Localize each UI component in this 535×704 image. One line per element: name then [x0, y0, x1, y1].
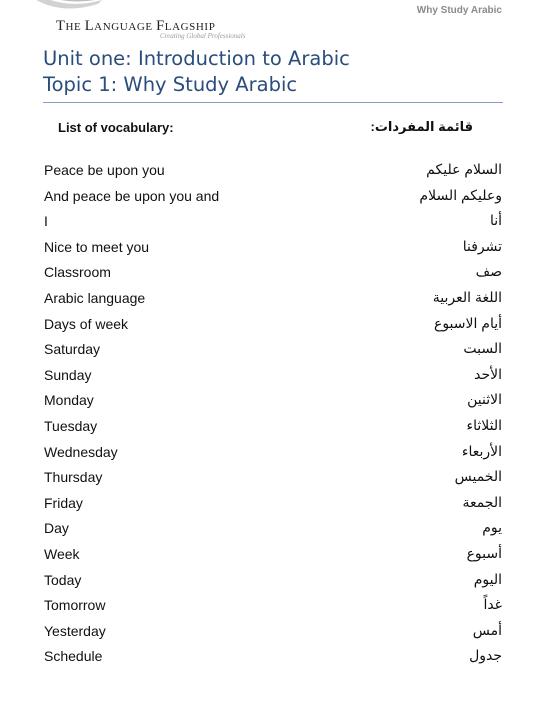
vocabulary-arabic: الأربعاء	[461, 442, 502, 459]
vocabulary-heading-arabic: قائمة المفردات:	[370, 119, 473, 134]
logo-letters: HE	[65, 21, 85, 33]
vocabulary-english: Nice to meet you	[44, 238, 150, 255]
title-block	[43, 46, 503, 98]
title-divider	[43, 102, 503, 103]
vocabulary-arabic: أسبوع	[466, 544, 502, 561]
vocabulary-arabic: اللغة العربية	[432, 288, 502, 305]
vocabulary-row	[43, 595, 503, 621]
vocabulary-row	[43, 621, 503, 647]
vocabulary-row	[43, 442, 503, 468]
vocabulary-english: Classroom	[44, 264, 111, 281]
vocabulary-row	[43, 262, 503, 288]
vocabulary-english: Saturday	[44, 341, 101, 358]
logo-tagline: Creating Global Professionals	[160, 32, 246, 40]
logo-letter: F	[156, 18, 165, 34]
vocabulary-row	[43, 160, 503, 186]
vocabulary-row	[43, 646, 503, 672]
vocabulary-english: Friday	[44, 494, 83, 511]
vocabulary-row	[43, 314, 503, 340]
vocabulary-arabic: الاثنين	[467, 391, 502, 408]
vocabulary-english: Schedule	[44, 648, 103, 665]
vocabulary-row	[43, 518, 503, 544]
vocabulary-english: Sunday	[44, 366, 92, 383]
vocabulary-english: Peace be upon you	[44, 162, 165, 178]
vocabulary-list	[43, 160, 503, 672]
vocabulary-row	[43, 288, 503, 314]
vocabulary-english: Today	[44, 571, 82, 588]
vocabulary-english: Arabic language	[44, 289, 146, 306]
vocabulary-row	[43, 570, 503, 596]
vocabulary-arabic: يوم	[482, 519, 502, 536]
vocabulary-arabic: الأحد	[474, 365, 502, 382]
vocabulary-english: Yesterday	[44, 622, 106, 639]
running-header: Why Study Arabic	[416, 5, 502, 16]
vocabulary-english: Days of week	[44, 315, 129, 332]
vocabulary-arabic: اليوم	[473, 570, 502, 587]
vocabulary-row	[43, 390, 503, 416]
vocabulary-row	[43, 467, 503, 493]
vocabulary-arabic: الثلاثاء	[466, 416, 502, 433]
vocabulary-arabic: تشرفنا	[462, 237, 502, 254]
vocabulary-english: Wednesday	[44, 443, 118, 460]
logo-letter: L	[84, 18, 95, 34]
vocabulary-row	[43, 186, 503, 212]
unit-title: Unit one: Introduction to Arabic	[43, 47, 350, 70]
vocabulary-english: Day	[44, 520, 69, 537]
logo-arc-graphic	[28, 0, 138, 18]
vocabulary-arabic: الجمعة	[462, 493, 502, 510]
vocabulary-arabic: أيام الاسبوع	[433, 314, 502, 331]
vocabulary-arabic: غداً	[483, 596, 502, 613]
vocabulary-row	[43, 365, 503, 391]
vocabulary-english: Monday	[44, 392, 94, 409]
vocabulary-row	[43, 237, 503, 263]
vocabulary-english: Tuesday	[44, 417, 98, 434]
logo-letters: LAGSHIP	[164, 21, 216, 33]
vocabulary-arabic: السلام عليكم	[426, 161, 502, 177]
vocabulary-english: And peace be upon you and	[44, 187, 220, 204]
vocabulary-row	[43, 493, 503, 519]
vocabulary-english: I	[44, 213, 48, 230]
vocabulary-english: Tomorrow	[44, 597, 106, 614]
vocabulary-row	[43, 211, 503, 237]
vocabulary-english: Thursday	[44, 469, 103, 486]
vocabulary-arabic: أنا	[489, 212, 502, 229]
vocabulary-arabic: أمس	[472, 621, 502, 638]
flagship-logo	[28, 0, 288, 42]
logo-letter: T	[56, 18, 66, 34]
vocabulary-arabic: وعليكم السلام	[419, 186, 502, 203]
vocabulary-row	[43, 416, 503, 442]
vocabulary-row	[43, 339, 503, 365]
vocabulary-english: Week	[44, 545, 80, 562]
vocabulary-arabic: الخميس	[454, 468, 502, 485]
vocabulary-arabic: صف	[475, 263, 502, 280]
vocabulary-arabic: جدول	[469, 647, 502, 664]
vocabulary-heading-english: List of vocabulary:	[58, 120, 174, 135]
vocabulary-row	[43, 544, 503, 570]
logo-letters: ANGUAGE	[94, 21, 157, 33]
vocabulary-arabic: السبت	[463, 340, 502, 357]
topic-title: Topic 1: Why Study Arabic	[43, 73, 298, 96]
